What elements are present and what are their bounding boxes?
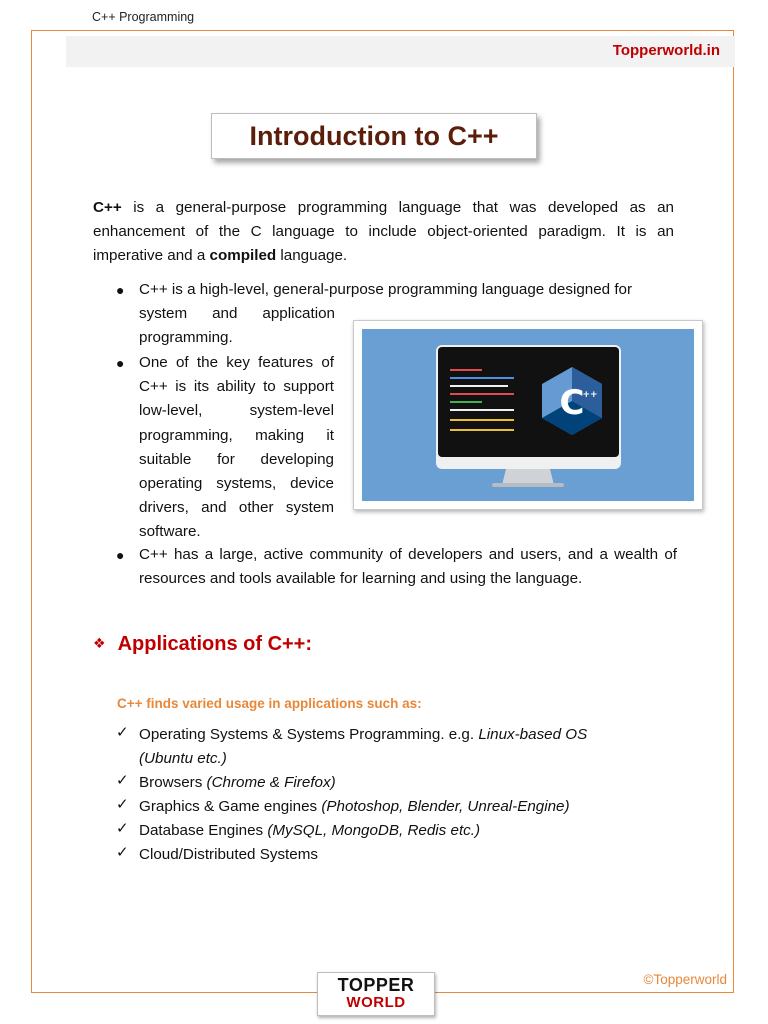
cpp-logo-letter: C bbox=[559, 383, 585, 423]
cpp-illustration bbox=[353, 320, 703, 510]
cpp-logo-plus: ++ bbox=[582, 390, 598, 400]
intro-bold-compiled: compiled bbox=[209, 247, 277, 265]
bullet-item-1: C++ is a high-level, general-purpose programming language designed for bbox=[139, 281, 633, 298]
bullet-item-3: C++ has a large, active community of developers and users, and a wealth of resources and tools available for learning and using the language. bbox=[139, 546, 677, 588]
page-title: Introduction to C++ bbox=[249, 120, 499, 151]
title-box bbox=[211, 113, 537, 159]
logo-bottom-text: WORLD bbox=[346, 994, 406, 1011]
checkmark-icon: ✓ bbox=[116, 796, 129, 813]
applications-subheading: C++ finds varied usage in applications such as: bbox=[117, 696, 422, 711]
application-item: Cloud/Distributed Systems bbox=[139, 846, 318, 863]
intro-text-a: is a general-purpose programming language that was developed as an enhancement of the C language to include object-oriented paradigm. It is an imperative and a bbox=[93, 199, 674, 265]
application-item: Graphics & Game engines (Photoshop, Blender, Unreal-Engine) bbox=[139, 798, 570, 815]
bullet-item-1-cont: system and application programming. bbox=[139, 305, 335, 347]
bullet-dot: ● bbox=[116, 355, 125, 371]
diamond-bullet-icon: ❖ bbox=[93, 635, 106, 651]
application-item: Browsers (Chrome & Firefox) bbox=[139, 774, 336, 791]
applications-heading bbox=[93, 633, 312, 656]
bullet-dot: ● bbox=[116, 547, 125, 563]
copyright-text: ©Topperworld bbox=[643, 972, 727, 987]
checkmark-icon: ✓ bbox=[116, 772, 129, 789]
topperworld-logo bbox=[317, 972, 435, 1016]
checkmark-icon: ✓ bbox=[116, 844, 129, 861]
application-item: Operating Systems & Systems Programming. e.g. Linux-based OS bbox=[139, 726, 588, 743]
application-item-cont: (Ubuntu etc.) bbox=[139, 750, 227, 767]
checkmark-icon: ✓ bbox=[116, 724, 129, 741]
page-border bbox=[31, 30, 734, 993]
checkmark-icon: ✓ bbox=[116, 820, 129, 837]
intro-paragraph bbox=[93, 196, 674, 269]
logo-top-text: TOPPER bbox=[337, 975, 415, 995]
cpp-monitor-icon bbox=[354, 321, 702, 509]
intro-text-b: language. bbox=[276, 247, 348, 265]
bullet-item-2: One of the key features of C++ is its ability to support low-level, system-level programming, making it suitable for developing operating systems, device drivers, and other system software. bbox=[139, 354, 334, 541]
bullet-dot: ● bbox=[116, 282, 125, 298]
site-name[interactable]: Topperworld.in bbox=[612, 42, 720, 59]
applications-heading-text: Applications of C++: bbox=[117, 633, 313, 655]
application-item: Database Engines (MySQL, MongoDB, Redis etc.) bbox=[139, 822, 481, 839]
document-header: C++ Programming bbox=[92, 10, 195, 24]
intro-bold-lead: C++ bbox=[93, 199, 122, 216]
